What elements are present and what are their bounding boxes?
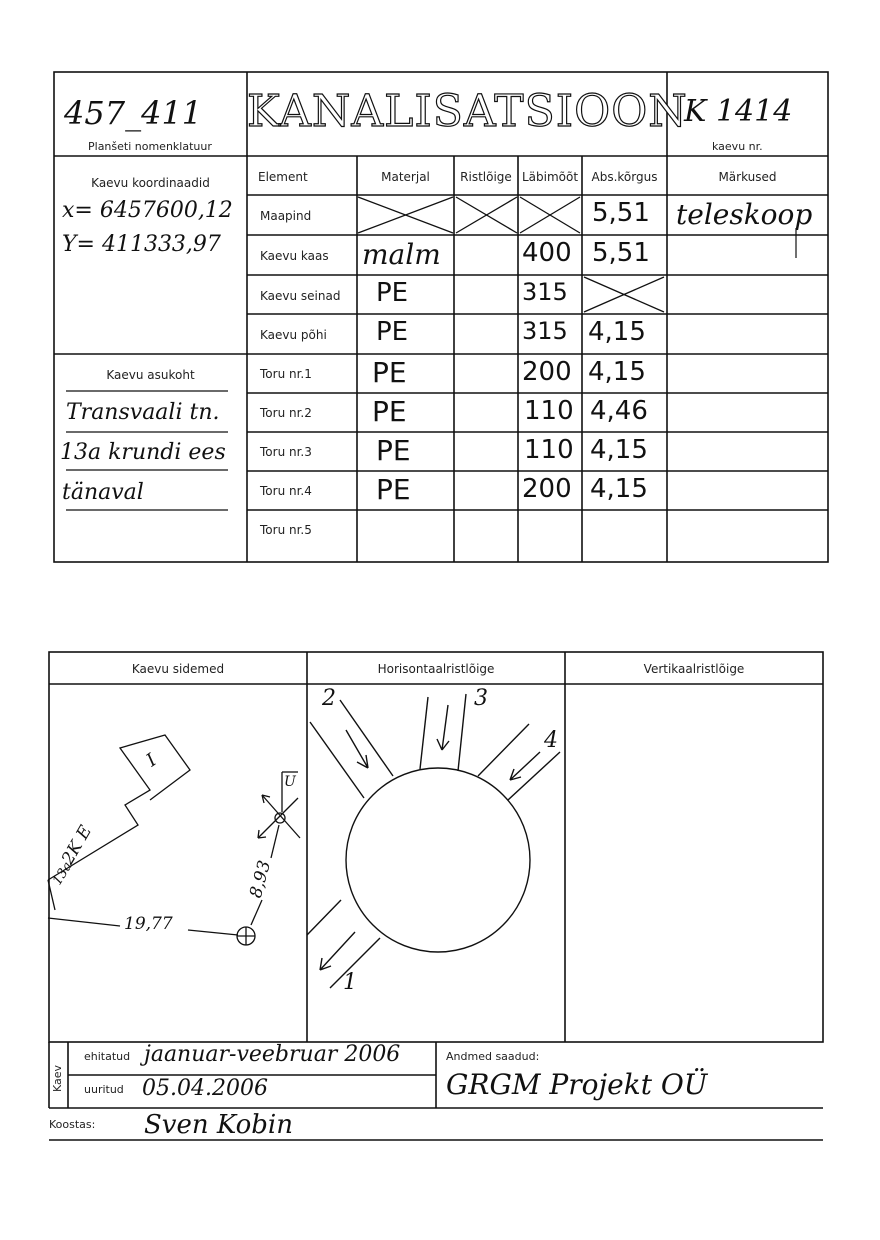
well-label: kaevu nr. (712, 140, 763, 153)
sketch-lot: 13a (50, 859, 76, 888)
row-elevation: 4,15 (588, 317, 646, 347)
row-material: PE (372, 356, 407, 389)
row-material: PE (376, 278, 409, 308)
row-element: Toru nr.3 (260, 445, 312, 459)
row-material: PE (372, 395, 407, 428)
surveyed-label: uuritud (84, 1083, 124, 1096)
author-label: Koostas: (49, 1118, 96, 1131)
location-heading: Kaevu asukoht (106, 368, 195, 382)
row-diameter: 110 (524, 396, 574, 426)
page-title: KANALISATSIOON (247, 86, 688, 137)
coordinate-x: x= 6457600,12 (62, 198, 233, 223)
pipe-number-3: 3 (474, 686, 488, 711)
row-notes: teleskoop (676, 198, 813, 231)
sketch-distance-1: 19,77 (124, 914, 173, 934)
row-diameter: 200 (522, 474, 572, 504)
row-elevation: 4,15 (588, 357, 646, 387)
coordinate-y: Y= 411333,97 (62, 232, 221, 257)
row-diameter: 400 (522, 238, 572, 268)
row-diameter: 315 (522, 278, 568, 306)
row-elevation: 4,46 (590, 396, 648, 426)
column-header: Element (258, 170, 308, 184)
row-elevation: 5,51 (592, 198, 650, 228)
row-material: malm (362, 238, 441, 271)
well-id: K 1414 (684, 94, 793, 129)
row-element: Toru nr.1 (260, 367, 312, 381)
data-source-value: GRGM Projekt OÜ (446, 1068, 708, 1101)
author-value: Sven Kobin (144, 1110, 293, 1140)
section-header-connections: Kaevu sidemed (131, 662, 225, 676)
sketch-hydrant: U (284, 774, 296, 790)
row-material: PE (376, 317, 409, 347)
built-value: jaanuar-veebruar 2006 (144, 1042, 401, 1067)
row-element: Toru nr.5 (260, 523, 312, 537)
row-diameter: 110 (524, 435, 574, 465)
row-elevation: 5,51 (592, 238, 650, 268)
built-label: ehitatud (84, 1050, 131, 1063)
row-element: Toru nr.4 (260, 484, 312, 498)
row-element: Kaevu kaas (260, 249, 329, 263)
row-diameter: 200 (522, 357, 572, 387)
horizontal-section (307, 694, 560, 988)
section-header-vertical: Vertikaalristlõige (643, 662, 745, 676)
row-diameter: 315 (522, 317, 568, 345)
column-header: Abs.kõrgus (591, 170, 658, 184)
sketch-mark: I (142, 749, 161, 772)
column-header: Ristlõige (460, 170, 512, 184)
surveyed-value: 05.04.2006 (142, 1076, 268, 1101)
row-material: PE (376, 434, 411, 467)
row-element: Maapind (260, 209, 312, 223)
column-header: Märkused (718, 170, 777, 184)
sheet-label: Planšeti nomenklatuur (88, 140, 212, 153)
pipe-number-2: 2 (322, 686, 336, 711)
row-element: Kaevu põhi (260, 328, 327, 342)
coordinates-heading: Kaevu koordinaadid (91, 176, 210, 190)
row-element: Kaevu seinad (260, 289, 341, 303)
section-header-horizontal: Horisontaalristlõige (377, 662, 495, 676)
location-line-3: tänaval (62, 480, 144, 505)
column-header: Materjal (381, 170, 430, 184)
row-elevation: 4,15 (590, 474, 648, 504)
location-line-1: Transvaali tn. (66, 400, 220, 425)
sketch-distance-2: 8,93 (246, 858, 276, 901)
row-elevation: 4,15 (590, 435, 648, 465)
row-element: Toru nr.2 (260, 406, 312, 420)
sheet-number: 457_411 (64, 94, 203, 132)
pipe-number-1: 1 (343, 970, 357, 995)
pipe-number-4: 4 (544, 728, 558, 753)
kaev-label: Kaev (51, 1064, 64, 1092)
data-source-label: Andmed saadud: (446, 1050, 540, 1063)
column-header: Läbimõõt (521, 170, 579, 184)
row-material: PE (376, 473, 411, 506)
location-line-2: 13a krundi ees (60, 440, 226, 465)
sketch-building: 2K E (58, 822, 96, 868)
